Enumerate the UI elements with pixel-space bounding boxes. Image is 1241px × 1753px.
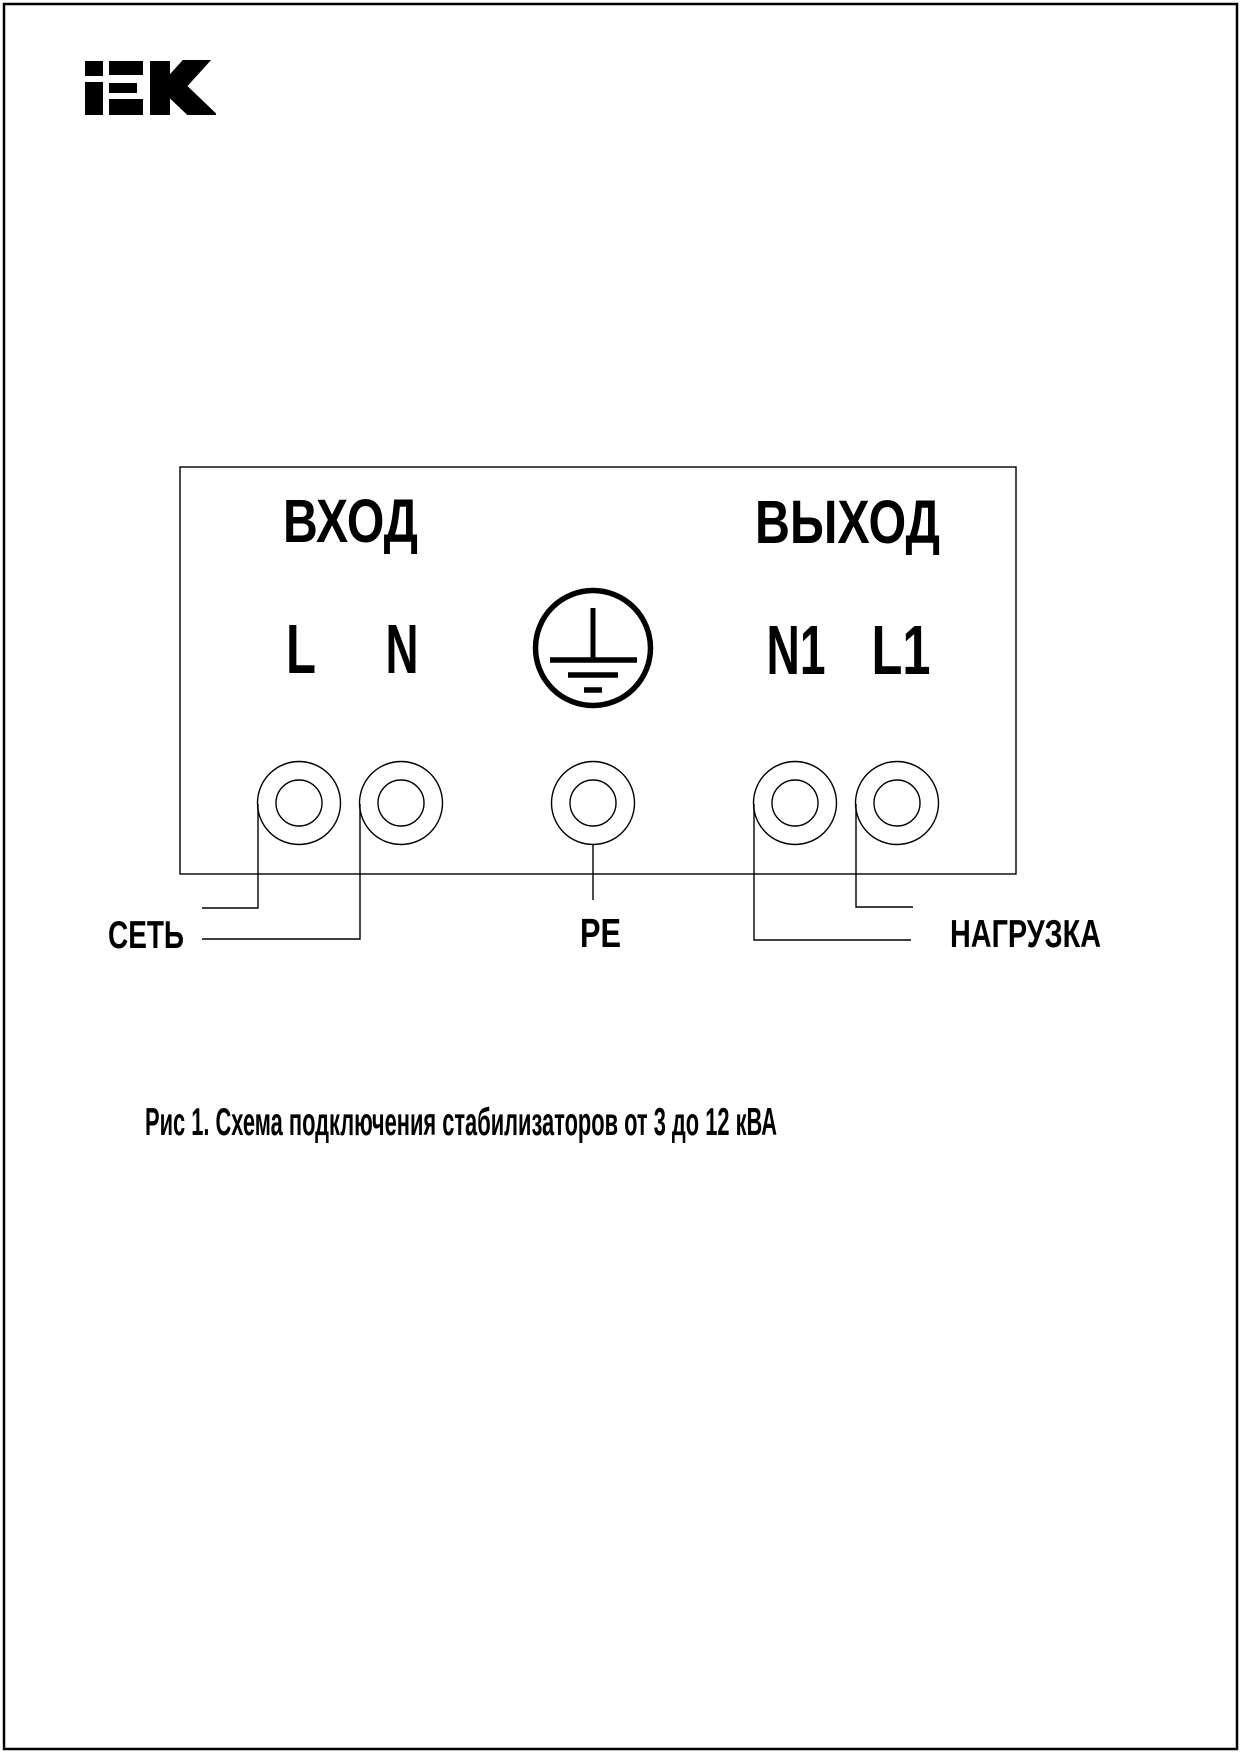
protective-earth-icon — [536, 591, 651, 706]
wire-L1-to-load — [856, 804, 913, 907]
logo-i-stem — [85, 82, 103, 115]
iek-logo — [85, 50, 214, 126]
terminal-N — [360, 762, 443, 845]
logo-e-mid-bar — [109, 83, 137, 93]
terminal-label-N1: N1 — [766, 611, 826, 689]
logo-k-lower-leg — [168, 82, 214, 126]
logo-e-top-bar — [109, 61, 143, 75]
output-header: ВЫХОД — [755, 488, 940, 556]
terminal-label-N: N — [385, 610, 419, 688]
load-label: НАГРУЗКА — [950, 913, 1101, 956]
pe-label: PE — [580, 910, 621, 956]
terminal-PE — [552, 762, 635, 845]
wire-L-to-mains — [202, 804, 258, 908]
logo-i-dot — [85, 61, 103, 76]
input-header: ВХОД — [283, 487, 418, 555]
terminal-L — [258, 762, 341, 845]
terminal-label-L: L — [286, 610, 316, 688]
logo-e-bottom-bar — [109, 99, 143, 115]
figure-caption: Рис 1. Схема подключения стабилизаторов от 3 до 12 кВА — [145, 1101, 777, 1144]
wire-N-to-mains — [202, 804, 360, 939]
mains-label: СЕТЬ — [108, 914, 184, 957]
terminal-L1 — [856, 762, 939, 845]
terminal-label-L1: L1 — [871, 611, 931, 689]
terminal-N1 — [754, 762, 837, 845]
page-border — [4, 4, 1237, 1749]
